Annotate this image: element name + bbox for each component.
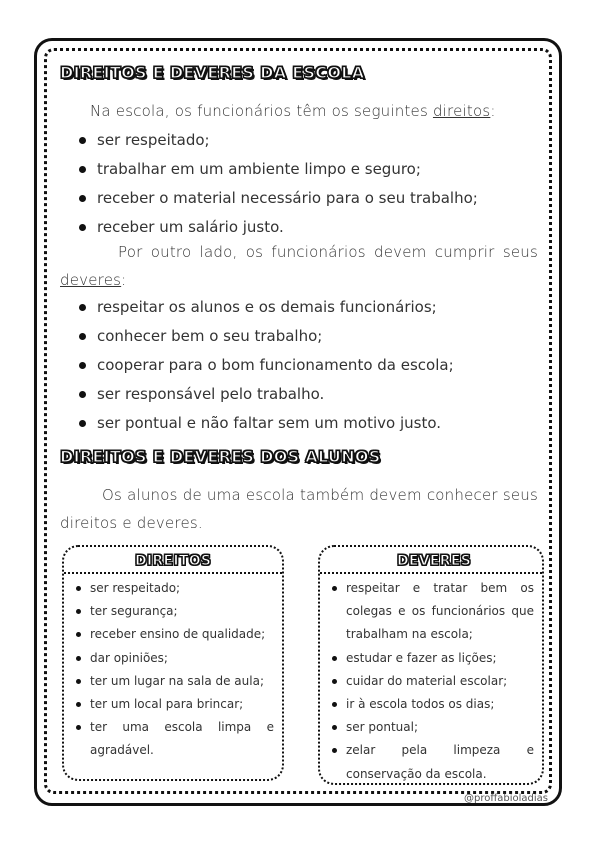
intro-rights-word: direitos xyxy=(432,102,491,120)
bullet-icon xyxy=(76,586,81,591)
list-item xyxy=(76,577,274,600)
list-item xyxy=(77,351,537,380)
bullet-icon xyxy=(332,702,337,707)
list-item xyxy=(76,623,274,646)
bullet-icon xyxy=(79,166,86,173)
list-item xyxy=(77,184,537,213)
bullet-icon xyxy=(332,679,337,684)
list-item-text: ser respeitado; xyxy=(90,581,181,595)
list-item xyxy=(77,380,537,409)
list-item xyxy=(77,322,537,351)
list-item-text: ter segurança; xyxy=(90,604,178,619)
list-item xyxy=(332,739,534,785)
bullet-icon xyxy=(79,362,86,369)
bullet-icon xyxy=(79,391,86,398)
bullet-icon xyxy=(79,195,86,202)
bullet-icon xyxy=(332,748,337,753)
author-credit: @proffabioladias xyxy=(464,793,548,804)
list-item-text: respeitar os alunos e os demais funcionários; xyxy=(97,298,437,316)
list-item xyxy=(76,716,274,762)
list-item-text: trabalhar em um ambiente limpo e seguro; xyxy=(97,160,421,178)
list-item-text: zelar pela limpeza e conservação da escola. xyxy=(346,743,534,781)
list-item xyxy=(332,670,534,693)
list-item-text: cooperar para o bom funcionamento da escola; xyxy=(97,356,454,374)
list-item-text: ser respeitado; xyxy=(97,131,210,149)
intro-colon: : xyxy=(490,102,496,120)
list-item xyxy=(77,409,537,438)
list-item xyxy=(77,126,537,155)
bullet-icon xyxy=(332,586,337,591)
list-item xyxy=(332,647,534,670)
staff-rights-list xyxy=(77,126,537,242)
list-item xyxy=(77,155,537,184)
section2-line2: direitos e deveres. xyxy=(60,514,203,532)
rights-box-title: DIREITOS xyxy=(135,553,212,569)
list-item-text: respeitar e tratar bem os colegas e os funcionários que trabalham na escola; xyxy=(346,581,534,642)
bullet-icon xyxy=(76,702,81,707)
list-item xyxy=(332,577,534,647)
bullet-icon xyxy=(332,725,337,730)
bullet-icon xyxy=(76,725,81,730)
intro-text: Na escola, os funcionários têm os seguintes xyxy=(90,102,433,120)
bullet-icon xyxy=(79,224,86,231)
list-item-text: receber o material necessário para o seu trabalho; xyxy=(97,189,478,207)
list-item-text: dar opiniões; xyxy=(90,650,168,665)
student-duties-list xyxy=(332,577,534,786)
duties-intro-line1: Por outro lado, os funcionários devem cumprir seus xyxy=(118,243,538,261)
bullet-icon xyxy=(79,304,86,311)
bullet-icon xyxy=(79,137,86,144)
section2-line1: Os alunos de uma escola também devem conhecer seus xyxy=(102,486,538,504)
duties-box-divider xyxy=(320,572,542,574)
list-item-text: ser pontual e não faltar sem um motivo justo. xyxy=(97,414,442,432)
list-item xyxy=(332,693,534,716)
list-item-text: receber um salário justo. xyxy=(97,218,284,236)
list-item xyxy=(76,647,274,670)
list-item-text: ser pontual; xyxy=(346,720,418,735)
list-item-text: ir à escola todos os dias; xyxy=(346,697,495,712)
bullet-icon xyxy=(76,679,81,684)
duties-intro-line2 xyxy=(60,266,126,295)
list-item xyxy=(332,716,534,739)
bullet-icon xyxy=(79,333,86,340)
staff-duties-list xyxy=(77,293,537,438)
section2-title: DIREITOS E DEVERES DOS ALUNOS xyxy=(60,447,381,466)
list-item-text: ter um local para brincar; xyxy=(90,697,244,712)
list-item-text: ter uma escola limpa e agradável. xyxy=(90,720,274,758)
rights-box-divider xyxy=(64,572,282,574)
list-item xyxy=(76,670,274,693)
list-item xyxy=(76,600,274,623)
bullet-icon xyxy=(76,656,81,661)
duties-colon: : xyxy=(121,271,127,289)
list-item-text: ter um lugar na sala de aula; xyxy=(90,673,264,688)
list-item-text: receber ensino de qualidade; xyxy=(90,627,266,642)
bullet-icon xyxy=(79,420,86,427)
list-item-text: conhecer bem o seu trabalho; xyxy=(97,327,323,345)
list-item-text: ser responsável pelo trabalho. xyxy=(97,385,325,403)
bullet-icon xyxy=(76,609,81,614)
student-rights-list xyxy=(76,577,274,763)
section1-title: DIREITOS E DEVERES DA ESCOLA xyxy=(60,63,365,82)
list-item-text: estudar e fazer as lições; xyxy=(346,650,497,665)
duties-box-title: DEVERES xyxy=(397,553,472,569)
section1-intro xyxy=(90,97,496,126)
list-item xyxy=(76,693,274,716)
duties-word: deveres xyxy=(60,271,122,289)
list-item xyxy=(77,293,537,322)
bullet-icon xyxy=(76,632,81,637)
list-item-text: cuidar do material escolar; xyxy=(346,673,508,688)
bullet-icon xyxy=(332,656,337,661)
